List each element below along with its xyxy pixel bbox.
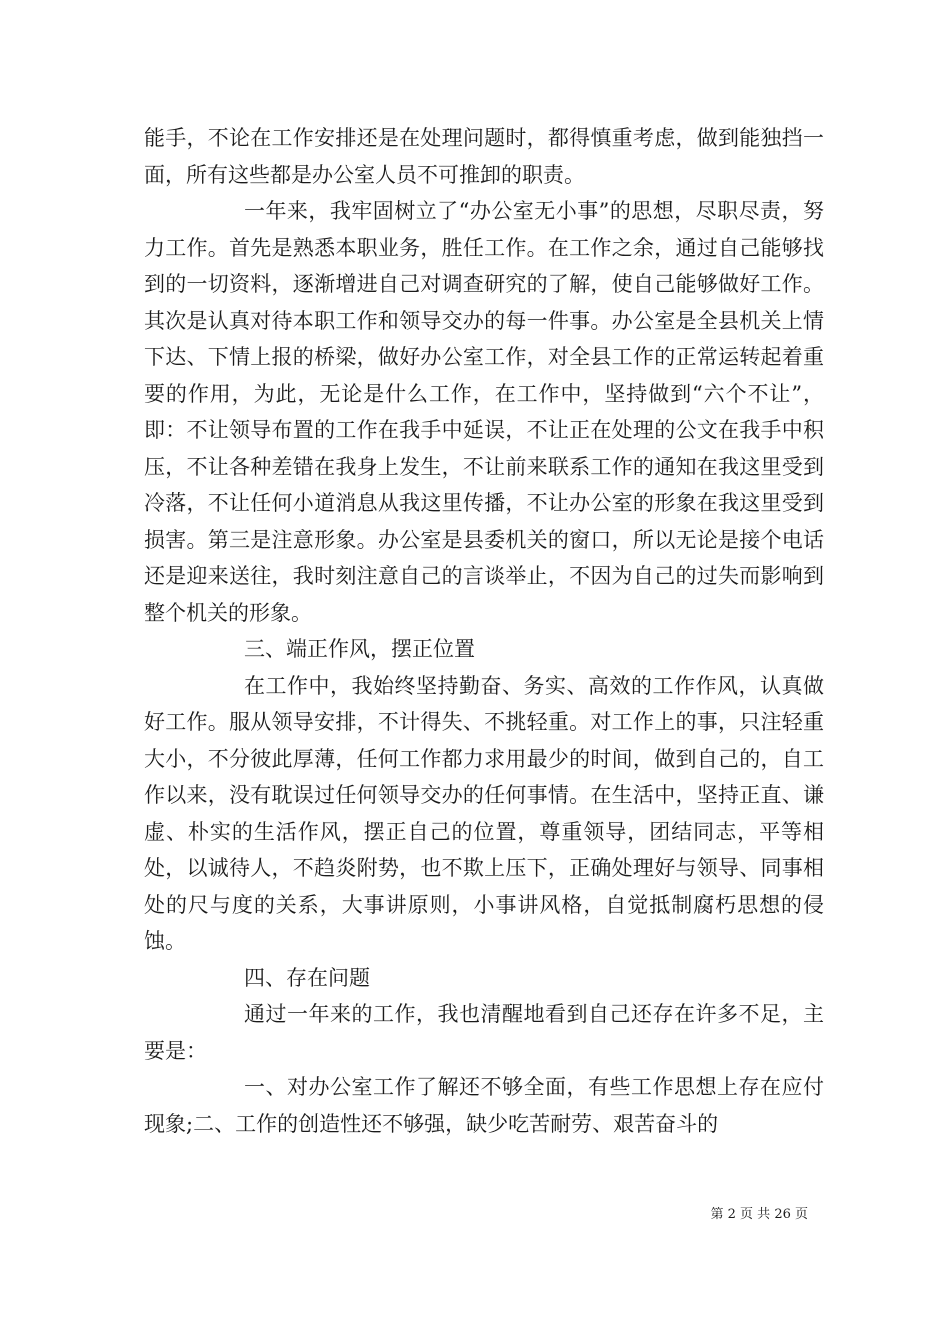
section-heading-4: 四、存在问题 (244, 965, 370, 990)
section-heading-3: 三、端正作风，摆正位置 (244, 637, 475, 661)
paragraph-work-style: 在工作中，我始终坚持勤奋、务实、高效的工作作风，认真做好工作。服从领导安排，不计得失、不挑轻重。对工作上的事，只注轻重大小，不分彼此厚薄，任何工作都力求用最少的时间，做到自己的，自工作以来，没有耽误过任何领导交办的任何事情。在生活中，坚持正直、谦虚、朴实的生活作风，摆正自己的位置，尊重领导，团结同志，平等相处，以诚待人，不趋炎附势，也不欺上压下，正确处理好与领导、同事相处的尺与度的关系，大事讲原则，小事讲风格，自觉抵制腐朽思想的侵蚀。 (144, 673, 824, 953)
paragraph-shortcomings-intro: 通过一年来的工作，我也清醒地看到自己还存在许多不足，主要是： (144, 1002, 824, 1063)
paragraph-continuation: 能手，不论在工作安排还是在处理问题时，都得慎重考虑，做到能独挡一面，所有这些都是办公室人员不可推卸的职责。 (144, 126, 824, 187)
paragraph-work-attitude: 一年来，我牢固树立了“办公室无小事”的思想，尽职尽责，努力工作。首先是熟悉本职业务，胜任工作。在工作之余，通过自己能够找到的一切资料，逐渐增进自己对调查研究的了解，使自己能够做好工作。其次是认真对待本职工作和领导交办的每一件事。办公室是全县机关上情下达、下情上报的桥梁，做好办公室工作，对全县工作的正常运转起着重要的作用，为此，无论是什么工作，在工作中，坚持做到“六个不让”，即：不让领导布置的工作在我手中延误，不让正在处理的公文在我手中积压，不让各种差错在我身上发生，不让前来联系工作的通知在我这里受到冷落，不让任何小道消息从我这里传播，不让办公室的形象在我这里受到损害。第三是注意形象。办公室是县委机关的窗口，所以无论是接个电话还是迎来送往，我时刻注意自己的言谈举止，不因为自己的过失而影响到整个机关的形象。 (144, 199, 824, 625)
page-number-footer: 第 2 页 共 26 页 (710, 1207, 808, 1222)
document-body (144, 120, 824, 1142)
paragraph-shortcomings-list: 一、对办公室工作了解还不够全面，有些工作思想上存在应付现象;二、工作的创造性还不够强，缺少吃苦耐劳、艰苦奋斗的 (144, 1075, 824, 1136)
